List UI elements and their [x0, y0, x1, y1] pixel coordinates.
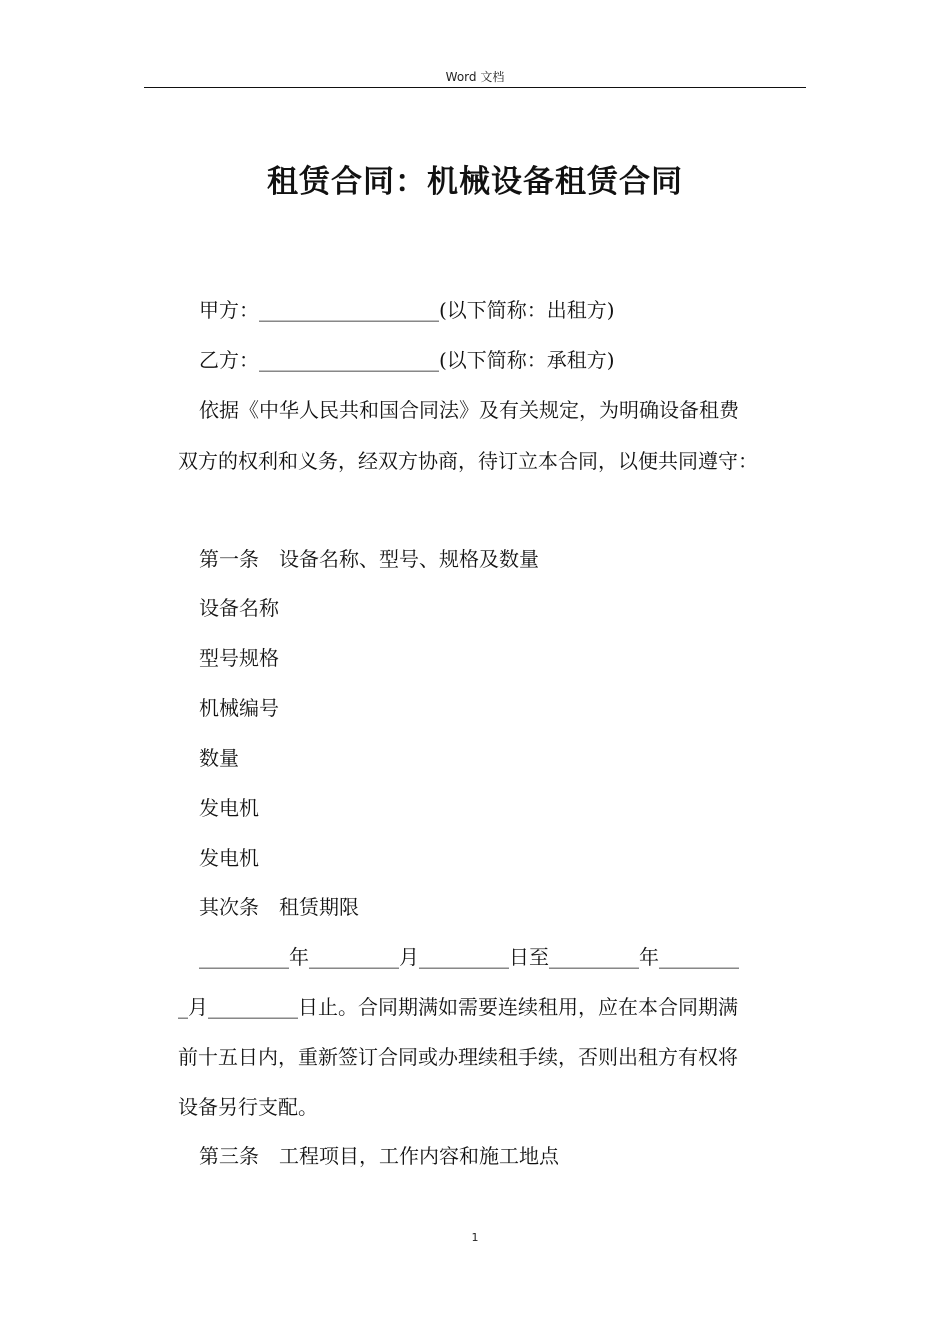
article-1-item: 型号规格 [199, 646, 279, 670]
article-2-line-1: _________年_________月_________日至_________年________ [199, 945, 739, 969]
article-2-line-4: 设备另行支配。 [178, 1095, 318, 1119]
header-text: Word 文档 [445, 70, 505, 84]
article-1-item: 设备名称 [199, 596, 279, 620]
party-a-line: 甲方：__________________(以下简称：出租方) [199, 298, 615, 322]
article-1-item: 发电机 [199, 846, 259, 870]
article-1-item: 机械编号 [199, 696, 279, 720]
article-1-item: 数量 [199, 746, 239, 770]
article-1-heading: 第一条 设备名称、型号、规格及数量 [199, 547, 539, 571]
article-3-heading: 第三条 工程项目，工作内容和施工地点 [199, 1144, 559, 1168]
article-2-line-2: _月_________日止。合同期满如需要连续租用，应在本合同期满 [178, 995, 738, 1019]
document-title: 租赁合同：机械设备租赁合同 [267, 164, 683, 200]
party-b-line: 乙方：__________________(以下简称：承租方) [199, 348, 615, 372]
article-2-heading: 其次条 租赁期限 [199, 895, 359, 919]
intro-line-1: 依据《中华人民共和国合同法》及有关规定，为明确设备租费 [199, 398, 739, 422]
article-1-item: 发电机 [199, 796, 259, 820]
page-number: 1 [471, 1231, 479, 1244]
article-2-line-3: 前十五日内，重新签订合同或办理续租手续，否则出租方有权将 [178, 1045, 738, 1069]
header-rule [144, 87, 806, 88]
intro-line-2: 双方的权利和义务，经双方协商，待订立本合同，以便共同遵守： [178, 449, 758, 473]
